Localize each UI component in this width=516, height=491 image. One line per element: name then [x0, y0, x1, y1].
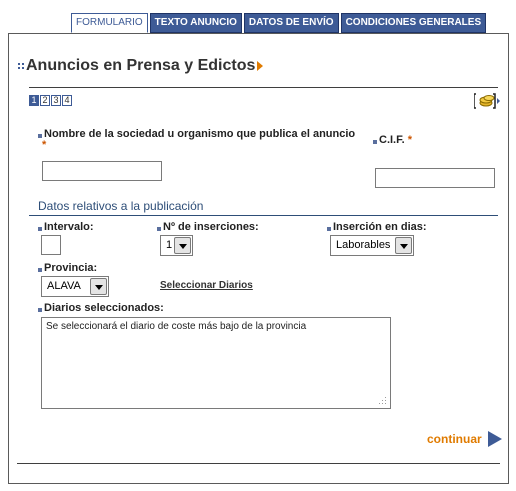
- bullet-icon: [327, 227, 331, 231]
- page-selector: [29, 95, 73, 106]
- provincia-select[interactable]: [41, 276, 109, 297]
- intervalo-label: [38, 221, 94, 233]
- diarios-label-text: Diarios seleccionados:: [44, 302, 164, 314]
- chevron-down-icon[interactable]: [395, 237, 412, 254]
- chevron-down-icon[interactable]: [90, 278, 107, 295]
- page-1-button[interactable]: 1: [29, 95, 39, 106]
- resize-grip-icon[interactable]: [379, 397, 387, 405]
- tab-texto-anuncio[interactable]: TEXTO ANUNCIO: [150, 13, 242, 33]
- grip-dots-icon: [18, 63, 24, 69]
- chevron-down-icon[interactable]: [174, 237, 191, 254]
- intervalo-label-text: Intervalo:: [44, 221, 94, 233]
- tab-datos-envio[interactable]: DATOS DE ENVÍO: [244, 13, 339, 33]
- bullet-icon: [157, 227, 161, 231]
- page-3-button[interactable]: 3: [51, 95, 61, 106]
- society-label: [38, 128, 355, 140]
- bullet-icon: [38, 268, 42, 272]
- society-label-text: Nombre de la sociedad u organismo que publica el anuncio: [44, 128, 356, 140]
- bullet-icon: [38, 134, 42, 138]
- section-divider: [29, 215, 498, 216]
- society-required-mark: *: [42, 139, 47, 151]
- tab-condiciones-generales[interactable]: CONDICIONES GENERALES: [341, 13, 487, 33]
- bullet-icon: [38, 227, 42, 231]
- intervalo-input[interactable]: [41, 235, 61, 255]
- continue-label: continuar: [427, 432, 482, 446]
- diarios-label: [38, 302, 164, 314]
- cif-label: [373, 134, 412, 146]
- inserciones-label-text: Nº de inserciones:: [163, 221, 259, 233]
- title-divider: [29, 87, 498, 88]
- coins-icon[interactable]: [474, 93, 500, 109]
- select-diarios-link[interactable]: Seleccionar Diarios: [160, 280, 253, 291]
- provincia-select-value: ALAVA: [47, 280, 81, 292]
- form-panel: [8, 33, 509, 484]
- cif-label-text: C.I.F.: [379, 134, 405, 146]
- page-title: Anuncios en Prensa y Edictos: [26, 57, 256, 74]
- cif-required-mark: *: [407, 134, 413, 146]
- provincia-label: [38, 262, 97, 274]
- arrow-right-icon: [257, 61, 263, 71]
- insercion-dias-label: [327, 221, 427, 233]
- continue-button[interactable]: [427, 431, 502, 447]
- section-title: Datos relativos a la publicación: [38, 199, 204, 213]
- inserciones-select-value: 1: [166, 239, 173, 251]
- page-2-button[interactable]: 2: [40, 95, 50, 106]
- page-header: [18, 57, 263, 75]
- society-name-input[interactable]: [42, 161, 162, 181]
- arrow-right-icon: [488, 431, 502, 447]
- inserciones-select[interactable]: [160, 235, 193, 256]
- diarios-textarea-text: Se seleccionará el diario de coste más bajo de la provincia: [46, 321, 307, 332]
- insercion-dias-select-value: Laborables: [336, 239, 391, 251]
- tab-formulario[interactable]: FORMULARIO: [71, 13, 148, 33]
- provincia-label-text: Provincia:: [44, 262, 98, 274]
- bottom-divider: [17, 463, 500, 464]
- inserciones-label: [157, 221, 259, 233]
- insercion-dias-select[interactable]: [330, 235, 414, 256]
- page-4-button[interactable]: 4: [62, 95, 72, 106]
- bullet-icon: [38, 308, 42, 312]
- tab-bar: [71, 13, 488, 33]
- cif-input[interactable]: [375, 168, 495, 188]
- bullet-icon: [373, 140, 377, 144]
- insercion-dias-label-text: Inserción en dias:: [333, 221, 427, 233]
- diarios-textarea[interactable]: [41, 317, 391, 409]
